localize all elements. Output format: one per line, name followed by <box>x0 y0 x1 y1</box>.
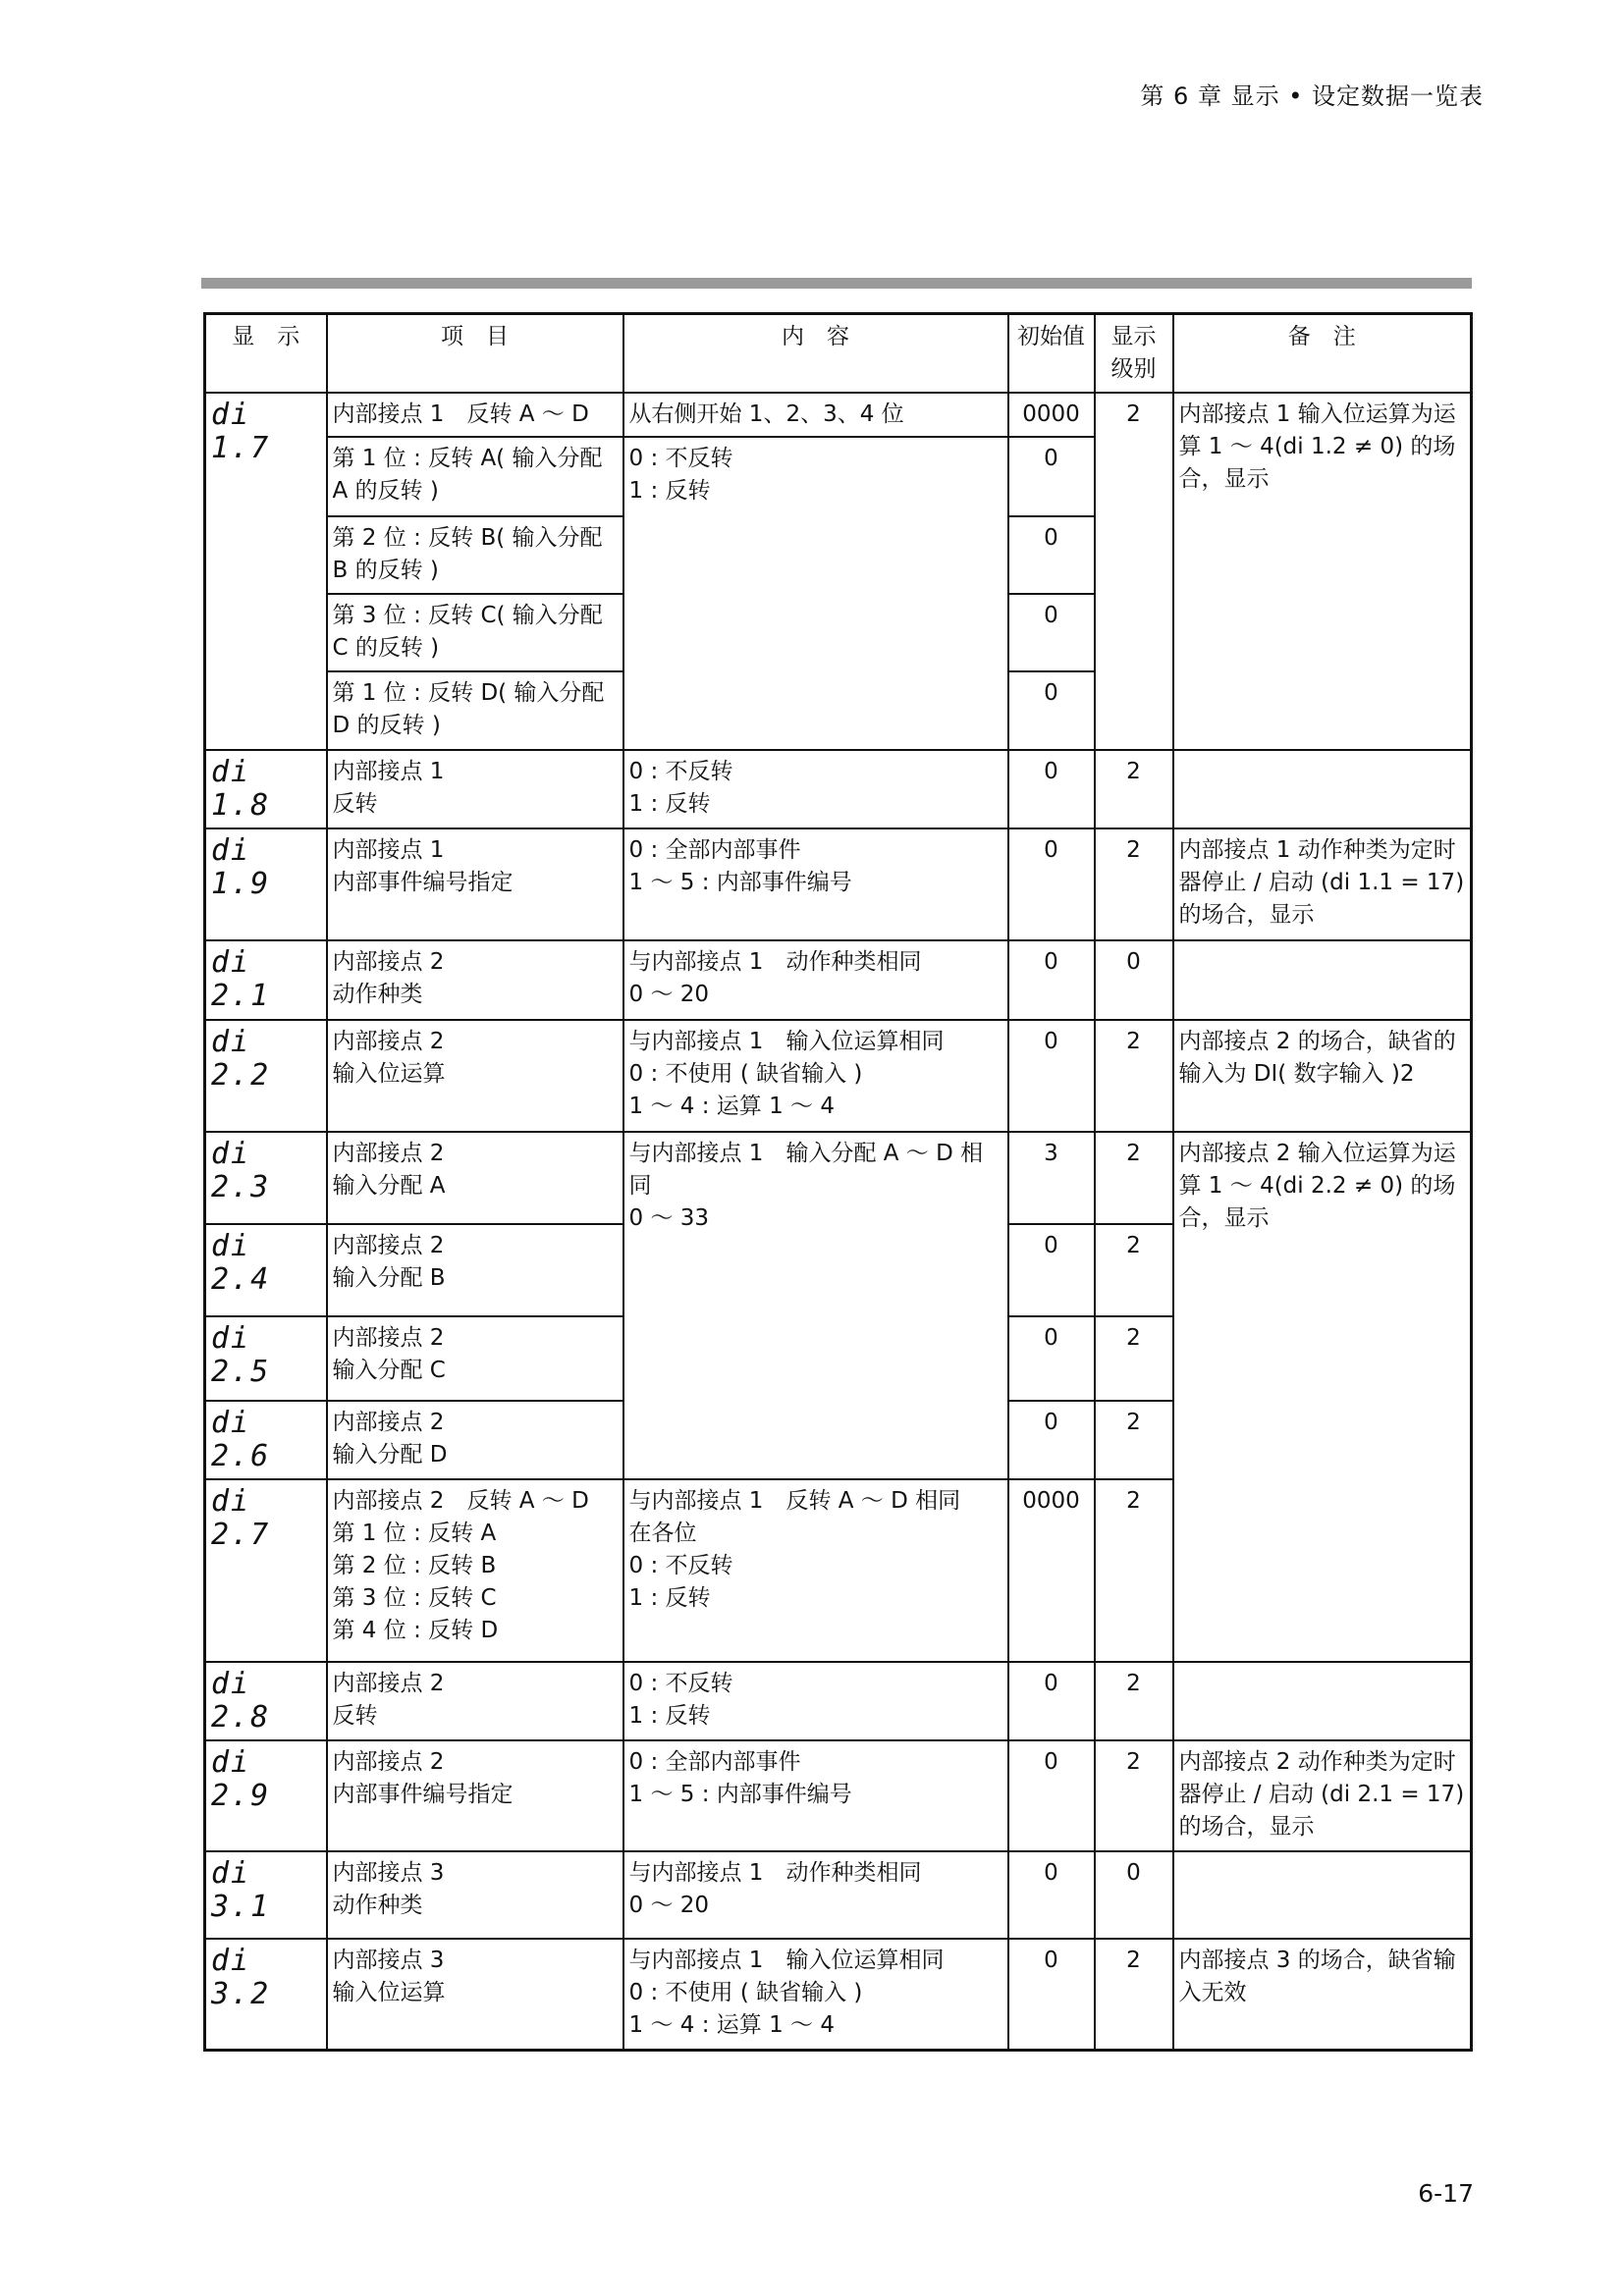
cell-line: 1 : 反转 <box>628 477 711 504</box>
cell-line: 第 4 位 : 反转 D <box>332 1617 499 1643</box>
content-cell <box>623 1851 1008 1939</box>
cell-line: 0 : 不反转 <box>628 758 733 784</box>
item-cell <box>327 1224 623 1316</box>
cell-line: 内部接点 2 <box>332 1232 445 1258</box>
note-cell: 内部接点 1 输入位运算为运算 1 ～ 4(di 1.2 ≠ 0) 的场合，显示 <box>1173 393 1472 750</box>
item-cell <box>327 1939 623 2051</box>
chapter-header: 第 6 章 显示 • 设定数据一览表 <box>1140 82 1484 110</box>
cell-line: 与内部接点 1 输入分配 A ～ D 相同 <box>628 1140 984 1199</box>
note-cell <box>1173 750 1472 828</box>
note-cell <box>1173 940 1472 1020</box>
initial-value: 0 <box>1008 750 1095 828</box>
cell-line: 0 : 不反转 <box>628 1670 733 1696</box>
content-cell <box>623 1939 1008 2051</box>
display-code: di 1.7 <box>205 393 327 750</box>
cell-line: 1 ～ 5 : 内部事件编号 <box>628 869 852 895</box>
header-initial: 初始值 <box>1008 314 1095 393</box>
note-cell: 内部接点 2 输入位运算为运算 1 ～ 4(di 2.2 ≠ 0) 的场合，显示 <box>1173 1132 1472 1662</box>
display-level: 2 <box>1095 750 1173 828</box>
display-level: 2 <box>1095 1132 1173 1224</box>
item-cell <box>327 1740 623 1851</box>
cell-line: 内部接点 2 <box>332 1028 445 1054</box>
cell-line: 动作种类 <box>332 981 423 1007</box>
table-row <box>205 828 1472 940</box>
header-note: 备 注 <box>1173 314 1472 393</box>
cell-line: 输入分配 D <box>332 1441 448 1468</box>
cell-line: 1 : 反转 <box>628 1702 711 1729</box>
item-cell <box>327 1401 623 1479</box>
cell-line: 内部接点 2 <box>332 948 445 975</box>
header-content: 内 容 <box>623 314 1008 393</box>
display-level: 2 <box>1095 1479 1173 1662</box>
initial-value: 0 <box>1008 1939 1095 2051</box>
cell-line: 与内部接点 1 反转 A ～ D 相同 <box>628 1487 961 1514</box>
display-code: di 2.1 <box>205 940 327 1020</box>
note-cell: 内部接点 2 的场合，缺省的输入为 DI( 数字输入 )2 <box>1173 1020 1472 1132</box>
header-level: 显示级别 <box>1095 314 1173 393</box>
cell-line: 0 : 全部内部事件 <box>628 1748 801 1775</box>
cell-line: 内部接点 2 <box>332 1670 445 1696</box>
cell-line: 1 : 反转 <box>628 790 711 817</box>
cell-line: 0 ～ 20 <box>628 981 710 1007</box>
cell-line: 输入分配 C <box>332 1357 446 1383</box>
cell-line: 0 : 不反转 <box>628 1552 733 1578</box>
cell-line: 第 3 位 : 反转 C <box>332 1584 497 1611</box>
content-cell <box>623 1132 1008 1479</box>
display-code: di 1.9 <box>205 828 327 940</box>
item-cell: 第 1 位 : 反转 D( 输入分配 D 的反转 ) <box>327 671 623 750</box>
cell-line: 与内部接点 1 动作种类相同 <box>628 1859 922 1886</box>
settings-table <box>203 312 1473 2052</box>
display-level: 2 <box>1095 1316 1173 1401</box>
cell-line: 0 ～ 20 <box>628 1892 710 1918</box>
initial-value: 0 <box>1008 940 1095 1020</box>
cell-line: 内部接点 2 反转 A ～ D <box>332 1487 589 1514</box>
header-item: 项 目 <box>327 314 623 393</box>
cell-line: 第 2 位 : 反转 B <box>332 1552 497 1578</box>
item-cell <box>327 1132 623 1224</box>
display-code: di 2.8 <box>205 1662 327 1740</box>
cell-line: 内部接点 3 <box>332 1947 445 1973</box>
item-cell <box>327 750 623 828</box>
cell-line: 0 : 全部内部事件 <box>628 836 801 863</box>
content-cell <box>623 1662 1008 1740</box>
cell-line: 内部接点 1 <box>332 758 445 784</box>
cell-line: 内部事件编号指定 <box>332 869 514 895</box>
cell-line: 1 ～ 4 : 运算 1 ～ 4 <box>628 2011 835 2038</box>
content-cell <box>623 437 1008 750</box>
display-code: di 2.6 <box>205 1401 327 1479</box>
display-code: di 2.9 <box>205 1740 327 1851</box>
content-cell <box>623 1740 1008 1851</box>
display-level: 0 <box>1095 940 1173 1020</box>
cell-line: 1 ～ 5 : 内部事件编号 <box>628 1781 852 1807</box>
table-row <box>205 1740 1472 1851</box>
cell-line: 1 : 反转 <box>628 1584 711 1611</box>
header-display: 显 示 <box>205 314 327 393</box>
cell-line: 0 : 不使用 ( 缺省输入 ) <box>628 1979 863 2005</box>
display-code: di 1.8 <box>205 750 327 828</box>
cell-line: 1 ～ 4 : 运算 1 ～ 4 <box>628 1093 835 1119</box>
initial-value: 0 <box>1008 516 1095 594</box>
display-level: 2 <box>1095 828 1173 940</box>
page-number: 6-17 <box>1418 2179 1474 2208</box>
table-row <box>205 1939 1472 2051</box>
item-cell: 第 2 位 : 反转 B( 输入分配 B 的反转 ) <box>327 516 623 594</box>
display-code: di 3.2 <box>205 1939 327 2051</box>
cell-line: 内部接点 3 <box>332 1859 445 1886</box>
cell-line: 内部事件编号指定 <box>332 1781 514 1807</box>
initial-value: 0 <box>1008 594 1095 671</box>
table-row <box>205 750 1472 828</box>
initial-value: 0 <box>1008 1316 1095 1401</box>
display-code: di 2.4 <box>205 1224 327 1316</box>
table-header-row <box>205 314 1472 393</box>
content-cell: 从右侧开始 1、2、3、4 位 <box>623 393 1008 437</box>
cell-line: 输入位运算 <box>332 1979 446 2005</box>
note-cell <box>1173 1662 1472 1740</box>
initial-value: 0 <box>1008 1020 1095 1132</box>
note-cell: 内部接点 3 的场合，缺省输入无效 <box>1173 1939 1472 2051</box>
display-code: di 2.3 <box>205 1132 327 1224</box>
display-level: 2 <box>1095 1939 1173 2051</box>
cell-line: 第 1 位 : 反转 A <box>332 1520 497 1546</box>
cell-line: 输入分配 A <box>332 1172 446 1199</box>
item-cell: 第 1 位 : 反转 A( 输入分配 A 的反转 ) <box>327 437 623 516</box>
initial-value: 3 <box>1008 1132 1095 1224</box>
cell-line: 0 : 不使用 ( 缺省输入 ) <box>628 1060 863 1087</box>
cell-line: 与内部接点 1 输入位运算相同 <box>628 1947 945 1973</box>
cell-line: 内部接点 2 <box>332 1324 445 1351</box>
initial-value: 0000 <box>1008 1479 1095 1662</box>
display-code: di 2.2 <box>205 1020 327 1132</box>
content-cell <box>623 1020 1008 1132</box>
content-cell <box>623 828 1008 940</box>
table-row <box>205 940 1472 1020</box>
cell-line: 反转 <box>332 790 378 817</box>
cell-line: 与内部接点 1 动作种类相同 <box>628 948 922 975</box>
item-cell <box>327 1479 623 1662</box>
table-row <box>205 1132 1472 1224</box>
note-cell: 内部接点 2 动作种类为定时器停止 / 启动 (di 2.1 = 17) 的场合，显示 <box>1173 1740 1472 1851</box>
cell-line: 内部接点 2 <box>332 1140 445 1166</box>
display-level: 2 <box>1095 1740 1173 1851</box>
table-row <box>205 393 1472 437</box>
item-cell <box>327 1316 623 1401</box>
table-row <box>205 1851 1472 1939</box>
initial-value: 0 <box>1008 1401 1095 1479</box>
cell-line: 内部接点 2 <box>332 1409 445 1435</box>
initial-value: 0 <box>1008 437 1095 516</box>
initial-value: 0000 <box>1008 393 1095 437</box>
initial-value: 0 <box>1008 1740 1095 1851</box>
initial-value: 0 <box>1008 1662 1095 1740</box>
note-cell <box>1173 1851 1472 1939</box>
cell-line: 反转 <box>332 1702 378 1729</box>
item-cell: 第 3 位 : 反转 C( 输入分配 C 的反转 ) <box>327 594 623 671</box>
content-cell <box>623 940 1008 1020</box>
content-cell <box>623 1479 1008 1662</box>
cell-line: 在各位 <box>628 1520 697 1546</box>
cell-line: 输入位运算 <box>332 1060 446 1087</box>
display-code: di 2.7 <box>205 1479 327 1662</box>
display-level: 0 <box>1095 1851 1173 1939</box>
item-cell <box>327 1662 623 1740</box>
initial-value: 0 <box>1008 1851 1095 1939</box>
display-level: 2 <box>1095 1662 1173 1740</box>
table-row <box>205 1662 1472 1740</box>
cell-line: 0 : 不反转 <box>628 445 733 471</box>
display-level: 2 <box>1095 393 1173 750</box>
display-code: di 2.5 <box>205 1316 327 1401</box>
display-level: 2 <box>1095 1020 1173 1132</box>
content-cell <box>623 750 1008 828</box>
note-cell: 内部接点 1 动作种类为定时器停止 / 启动 (di 1.1 = 17) 的场合，显示 <box>1173 828 1472 940</box>
initial-value: 0 <box>1008 1224 1095 1316</box>
display-level: 2 <box>1095 1224 1173 1316</box>
item-cell <box>327 1851 623 1939</box>
initial-value: 0 <box>1008 671 1095 750</box>
item-cell: 内部接点 1 反转 A ～ D <box>327 393 623 437</box>
cell-line: 输入分配 B <box>332 1264 446 1291</box>
cell-line: 内部接点 1 <box>332 836 445 863</box>
cell-line: 内部接点 2 <box>332 1748 445 1775</box>
initial-value: 0 <box>1008 828 1095 940</box>
item-cell <box>327 1020 623 1132</box>
table-row <box>205 1020 1472 1132</box>
cell-line: 动作种类 <box>332 1892 423 1918</box>
cell-line: 与内部接点 1 输入位运算相同 <box>628 1028 945 1054</box>
item-cell <box>327 828 623 940</box>
header-rule <box>201 278 1472 289</box>
display-level: 2 <box>1095 1401 1173 1479</box>
cell-line: 0 ～ 33 <box>628 1204 710 1231</box>
item-cell <box>327 940 623 1020</box>
display-code: di 3.1 <box>205 1851 327 1939</box>
